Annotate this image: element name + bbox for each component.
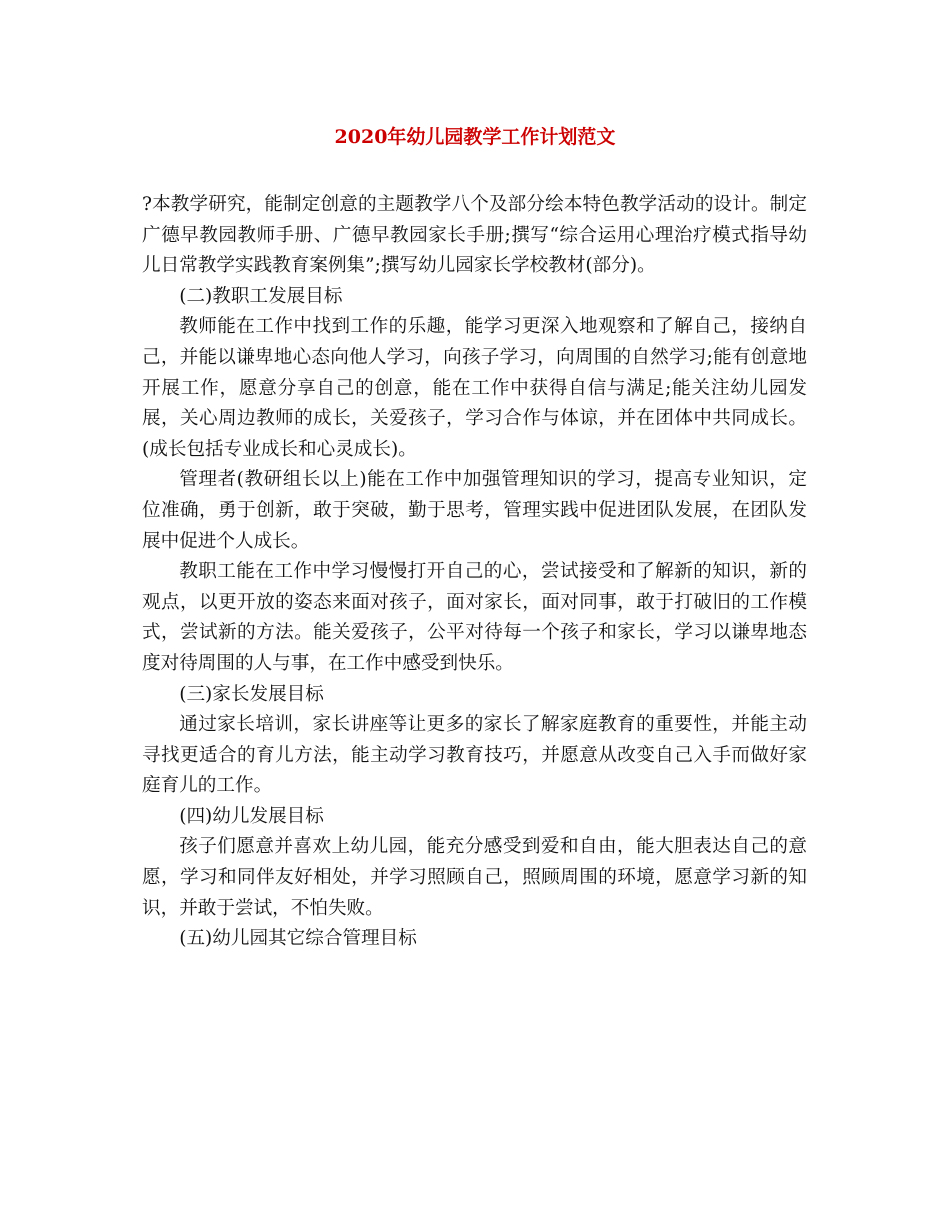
section-heading-other-goals: (五)幼儿园其它综合管理目标	[179, 928, 417, 950]
document-title: 2020年幼儿园教学工作计划范文	[334, 126, 616, 148]
document-body	[142, 190, 807, 955]
paragraph-intro: ?本教学研究，能制定创意的主题教学八个及部分绘本特色教学活动的设计。制定广德早教园教师手册、广德早教园家长手册;撰写“综合运用心理治疗模式指导幼儿日常教学实践教育案例集”;撰写幼儿园家长学校教材(部分)。	[142, 194, 807, 277]
paragraph-parent-goals: 通过家长培训，家长讲座等让更多的家长了解家庭教育的重要性，并能主动寻找更适合的育儿方法，能主动学习教育技巧，并愿意从改变自己入手而做好家庭育儿的工作。	[142, 714, 807, 797]
section-heading-parent-goals: (三)家长发展目标	[179, 683, 324, 705]
paragraph-manager-goals: 管理者(教研组长以上)能在工作中加强管理知识的学习，提高专业知识，定位准确，勇于创新，敢于突破，勤于思考，管理实践中促进团队发展，在团队发展中促进个人成长。	[142, 469, 807, 552]
paragraph-staff-goals: 教职工能在工作中学习慢慢打开自己的心，尝试接受和了解新的知识，新的观点，以更开放的姿态来面对孩子，面对家长，面对同事，敢于打破旧的工作模式，尝试新的方法。能关爱孩子，公平对待每一个孩子和家长，学习以谦卑地态度对待周围的人与事，在工作中感受到快乐。	[142, 561, 807, 674]
section-heading-child-goals: (四)幼儿发展目标	[179, 805, 324, 827]
section-heading-staff-goals: (二)教职工发展目标	[179, 285, 343, 307]
paragraph-child-goals: 孩子们愿意并喜欢上幼儿园，能充分感受到爱和自由，能大胆表达自己的意愿，学习和同伴友好相处，并学习照顾自己，照顾周围的环境，愿意学习新的知识，并敢于尝试，不怕失败。	[142, 836, 807, 919]
paragraph-teacher-goals: 教师能在工作中找到工作的乐趣，能学习更深入地观察和了解自己，接纳自己，并能以谦卑地心态向他人学习，向孩子学习，向周围的自然学习;能有创意地开展工作，愿意分享自己的创意，能在工作中获得自信与满足;能关注幼儿园发展，关心周边教师的成长，关爱孩子，学习合作与体谅，并在团体中共同成长。(成长包括专业成长和心灵成长)。	[142, 316, 807, 460]
